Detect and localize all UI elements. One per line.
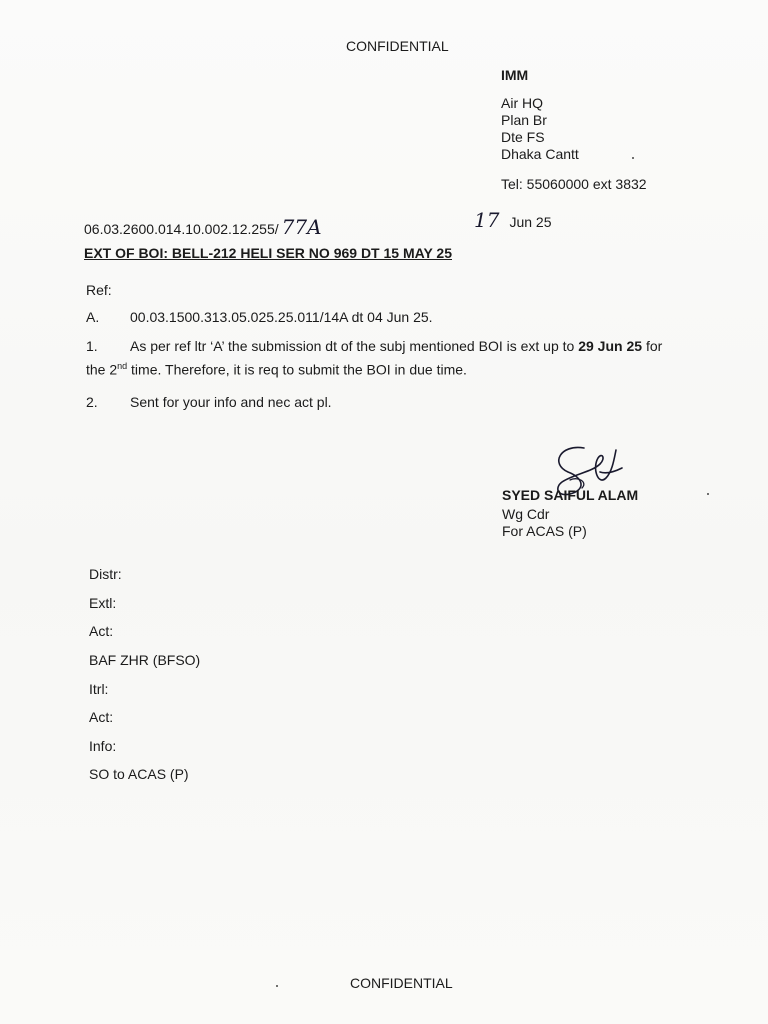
paragraph-1-text-after: for	[645, 338, 663, 354]
distribution-item: Extl:	[89, 595, 117, 611]
reference-marker: A.	[86, 309, 100, 325]
paragraph-number: 1.	[86, 338, 98, 354]
paragraph-2-text: Sent for your info and nec act pl.	[130, 394, 332, 410]
paragraph-1-text-before: As per ref ltr ‘A’ the submission dt of the subj mentioned BOI is ext up to	[130, 338, 575, 354]
paragraph-2	[86, 392, 332, 412]
distribution-item: BAF ZHR (BFSO)	[89, 652, 201, 668]
ref-label: Ref:	[86, 282, 112, 298]
distribution-item: Itrl:	[89, 681, 109, 697]
file-number-printed: 06.03.2600.014.10.002.12.255/	[84, 221, 279, 237]
paragraph-1-bold-date: 29 Jun 25	[578, 338, 643, 354]
distribution-item: Distr:	[89, 566, 122, 582]
classification-bottom: CONFIDENTIAL	[350, 975, 453, 991]
distribution-item: Info:	[89, 738, 117, 754]
reference-item-a	[86, 309, 433, 325]
paragraph-1-superscript: nd	[117, 361, 128, 371]
memo-date	[474, 208, 552, 232]
subject-heading: EXT OF BOI: BELL-212 HELI SER NO 969 DT 15 MAY 25	[84, 245, 452, 261]
date-month-year: Jun 25	[509, 214, 552, 230]
reference-text: 00.03.1500.313.05.025.25.011/14A dt 04 Jun 25.	[130, 309, 433, 325]
stray-mark	[632, 157, 634, 159]
address-line-2: Plan Br	[501, 112, 547, 128]
stray-mark	[707, 493, 709, 495]
address-line-4: Dhaka Cantt	[501, 146, 579, 162]
signatory-rank: Wg Cdr	[502, 506, 550, 522]
distribution-item: Act:	[89, 709, 114, 725]
file-number-handwritten: 77A	[281, 215, 322, 239]
paragraph-1-line2-start: the 2	[86, 361, 118, 378]
address-line-1: Air HQ	[501, 95, 543, 111]
address-line-3: Dte FS	[501, 129, 545, 145]
paragraph-number: 2.	[86, 394, 98, 410]
imm-label: IMM	[501, 67, 529, 83]
distribution-item: SO to ACAS (P)	[89, 766, 189, 782]
paragraph-1-line2-rest: time. Therefore, it is req to submit the BOI in due time.	[131, 361, 467, 378]
file-number	[84, 215, 322, 239]
distribution-item: Act:	[89, 623, 114, 639]
date-day-handwritten: 17	[474, 208, 500, 232]
stray-mark	[276, 985, 278, 987]
signatory-name: SYED SAIFUL ALAM	[502, 487, 639, 503]
paragraph-1	[86, 336, 736, 380]
signatory-appointment: For ACAS (P)	[502, 523, 587, 539]
classification-top: CONFIDENTIAL	[346, 38, 449, 54]
telephone: Tel: 55060000 ext 3832	[501, 176, 647, 192]
